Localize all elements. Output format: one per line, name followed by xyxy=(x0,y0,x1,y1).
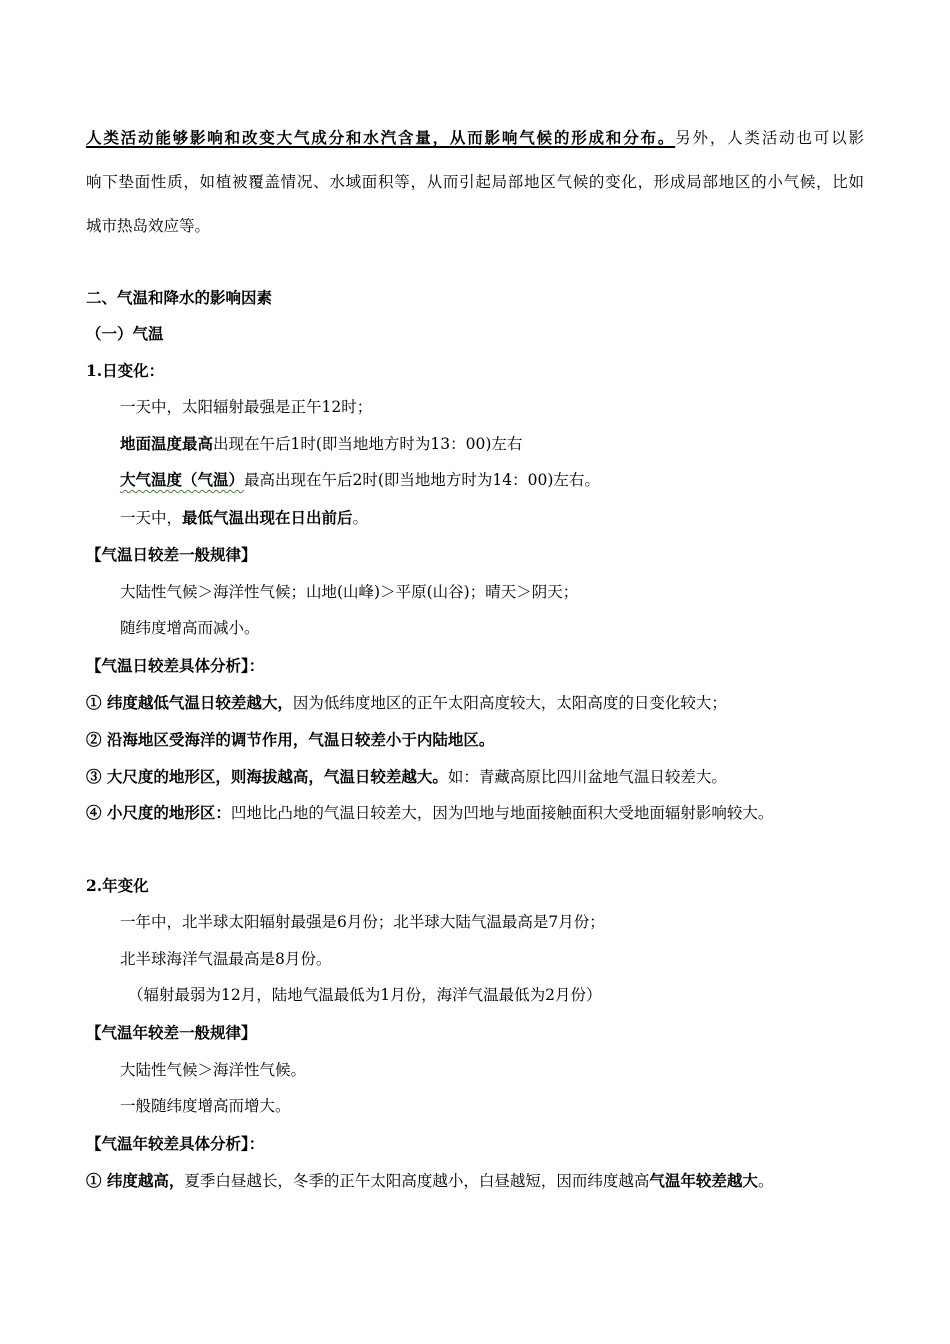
daily-analysis-heading: 【气温日较差具体分析】： xyxy=(86,656,265,675)
daily-heading: 1.日变化： xyxy=(86,361,165,380)
section-heading: 二、气温和降水的影响因素 xyxy=(86,288,273,307)
daily-analysis-1-text: 因为低纬度地区的正午太阳高度较大，太阳高度的日变化较大； xyxy=(292,694,727,712)
daily-line-1: 一天中，太阳辐射最强是正午12时； xyxy=(120,398,373,416)
daily-rule-2: 随纬度增高而减小。 xyxy=(120,619,260,637)
daily-line-2-text: 出现在午后1时(即当地地方时为13：00)左右 xyxy=(213,435,523,453)
intro-line-1 xyxy=(86,127,864,149)
daily-line-4-pre: 一天中， xyxy=(120,509,183,527)
daily-line-3 xyxy=(120,469,600,491)
daily-line-2 xyxy=(120,433,522,455)
daily-line-2-bold: 地面温度最高 xyxy=(120,434,214,453)
annual-rule-2: 一般随纬度增高而增大。 xyxy=(120,1097,291,1115)
annual-analysis-1-bold: ① 纬度越高， xyxy=(86,1171,185,1190)
annual-line-1: 一年中，北半球太阳辐射最强是6月份；北半球大陆气温最高是7月份； xyxy=(120,913,605,931)
daily-analysis-3-bold: ③ 大尺度的地形区，则海拔越高，气温日较差越大。 xyxy=(86,767,448,786)
daily-analysis-3-text: 如：青藏高原比四川盆地气温日较差大。 xyxy=(447,768,727,786)
daily-analysis-4 xyxy=(86,802,773,824)
daily-analysis-2: ② 沿海地区受海洋的调节作用，气温日较差小于内陆地区。 xyxy=(86,730,495,749)
annual-heading: 2.年变化 xyxy=(86,876,149,895)
daily-analysis-4-text: 凹地比凸地的气温日较差大，因为凹地与地面接触面积大受地面辐射影响较大。 xyxy=(230,804,774,822)
intro-bold-text: 人类活动能够影响和改变大气成分和水汽含量，从而影响气候的形成和分布。 xyxy=(86,128,676,147)
annual-rule-1: 大陆性气候＞海洋性气候。 xyxy=(120,1061,307,1079)
daily-analysis-4-bold: ④ 小尺度的地形区： xyxy=(86,803,231,822)
daily-analysis-1 xyxy=(86,692,727,714)
daily-line-3-text: 最高出现在午后2时(即当地地方时为14：00)左右。 xyxy=(244,471,600,489)
annual-analysis-1-end: 。 xyxy=(757,1172,774,1190)
annual-analysis-1-text: 夏季白昼越长，冬季的正午太阳高度越小，白昼越短，因而纬度越高 xyxy=(184,1172,650,1190)
annual-line-3: （辐射最弱为12月，陆地气温最低为1月份，海洋气温最低为2月份） xyxy=(128,986,602,1004)
subsection-heading: （一）气温 xyxy=(86,324,164,343)
daily-analysis-1-bold: ① 纬度越低气温日较差越大， xyxy=(86,693,293,712)
daily-rule-1: 大陆性气候＞海洋性气候；山地(山峰)＞平原(山谷)；晴天＞阴天； xyxy=(120,583,579,601)
annual-analysis-1-bold-2: 气温年较差越大 xyxy=(649,1171,758,1190)
intro-line-2: 响下垫面性质，如植被覆盖情况、水域面积等，从而引起局部地区气候的变化，形成局部地区的小气候，比如 xyxy=(86,173,864,191)
annual-rule-heading: 【气温年较差一般规律】 xyxy=(86,1023,257,1042)
daily-analysis-3 xyxy=(86,766,727,788)
annual-line-2: 北半球海洋气温最高是8月份。 xyxy=(120,950,332,968)
daily-rule-heading: 【气温日较差一般规律】 xyxy=(86,545,257,564)
daily-line-4-post: 。 xyxy=(352,509,369,527)
daily-line-4 xyxy=(120,507,368,529)
daily-line-3-bold: 大气温度（气温） xyxy=(120,470,245,489)
daily-line-4-bold: 最低气温出现在日出前后 xyxy=(182,508,353,527)
annual-analysis-1 xyxy=(86,1170,773,1192)
annual-analysis-heading: 【气温年较差具体分析】： xyxy=(86,1134,265,1153)
intro-line-3: 城市热岛效应等。 xyxy=(86,217,211,235)
intro-text: 另外，人类活动也可以影 xyxy=(675,129,864,147)
